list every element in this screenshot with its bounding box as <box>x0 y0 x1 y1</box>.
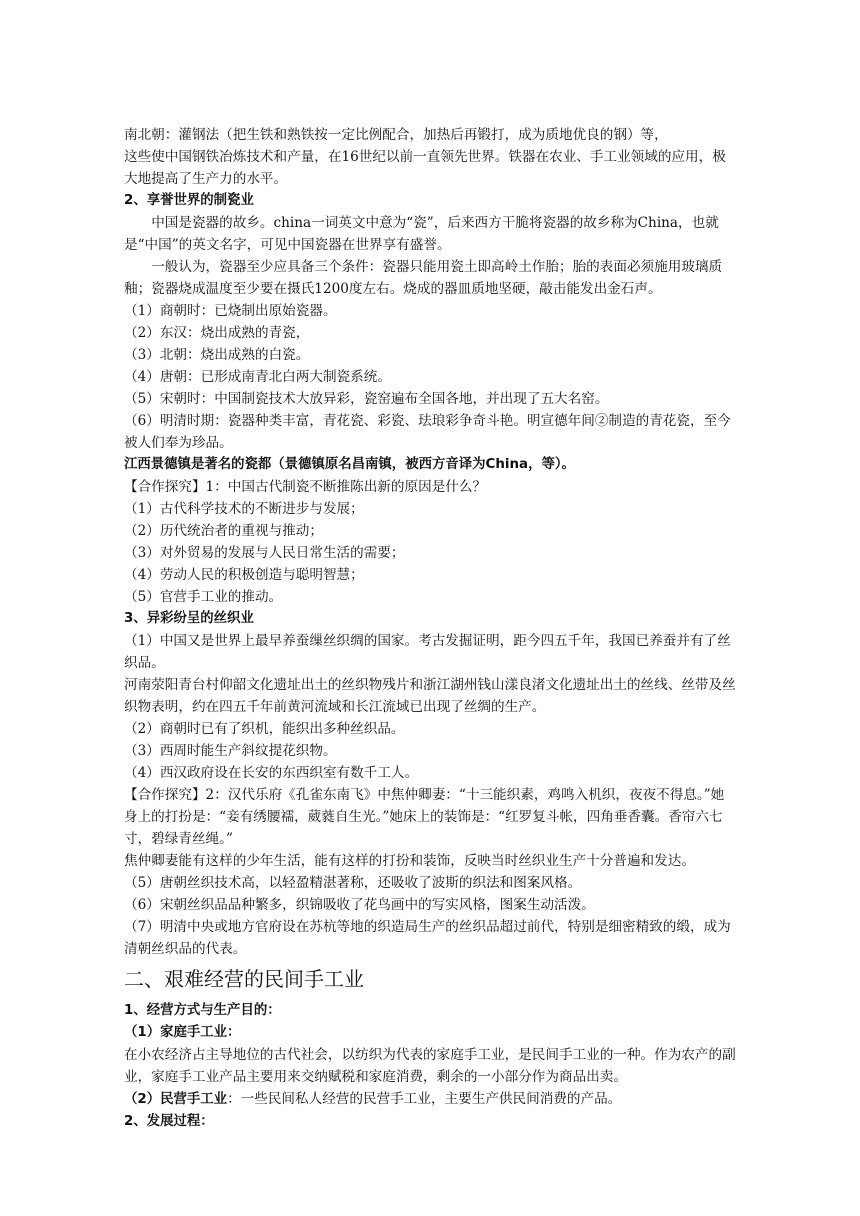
heading-silk: 3、异彩纷呈的丝织业 <box>124 611 254 626</box>
document-page <box>124 124 736 1133</box>
question-cooperative-2: 【合作探究】2：汉代乐府《孔雀东南飞》中焦仲卿妻：“十三能织素，鸡鸣入机织，夜夜不得息。”她身上的打扮是：“妾有绣腰襦，葳蕤自生光。”她床上的装饰是：“红罗复斗帐，四角垂香囊。香帘六七寸，碧绿青丝绳。” <box>124 787 725 847</box>
paragraph-answer-2: 焦仲卿妻能有这样的少年生活，能有这样的打扮和装饰，反映当时丝织业生产十分普遍和发达。 <box>124 853 695 869</box>
list-item: （2）历代统治者的重视与推动； <box>124 523 323 539</box>
list-item: （3）北朝：烧出成熟的白瓷。 <box>124 347 310 363</box>
list-item: （4）劳动人民的积极创造与聪明智慧； <box>124 567 364 583</box>
question-cooperative-1: 【合作探究】1：中国古代制瓷不断推陈出新的原因是什么？ <box>124 479 487 495</box>
heading-family-handicraft: （1）家庭手工业： <box>124 1025 241 1040</box>
private-handicraft-text: ：一些民间私人经营的民营手工业，主要生产供民间消费的产品。 <box>227 1091 622 1107</box>
list-item: （4）唐朝：已形成南青北白两大制瓷系统。 <box>124 369 391 385</box>
list-item: （1）商朝时：已烧制出原始瓷器。 <box>124 303 337 319</box>
list-item: （6）明清时期：瓷器种类丰富，青花瓷、彩瓷、珐琅彩争奇斗艳。明宣德年间②制造的青花瓷，至今被人们奉为珍品。 <box>124 413 731 451</box>
list-item: （1）古代科学技术的不断进步与发展； <box>124 501 364 517</box>
paragraph-steel-lead: 这些使中国钢铁冶炼技术和产量，在16世纪以前一直领先世界。铁器在农业、手工业领域的应用，极大地提高了生产力的水平。 <box>124 149 726 187</box>
list-item: （5）宋朝时：中国制瓷技术大放异彩，瓷窑遍布全国各地，并出现了五大名窑。 <box>124 391 609 407</box>
list-item: （5）唐朝丝织技术高，以轻盈精湛著称，还吸收了波斯的织法和图案风格。 <box>124 875 582 891</box>
list-item: （2）商朝时已有了织机，能织出多种丝织品。 <box>124 721 405 737</box>
paragraph-porcelain-conditions: 一般认为，瓷器至少应具备三个条件：瓷器只能用瓷土即高岭土作胎；胎的表面必须施用玻璃质釉；瓷器烧成温度至少要在摄氏1200度左右。烧成的器皿质地坚硬，敲击能发出金石声。 <box>124 259 723 297</box>
list-item: （5）官营手工业的推动。 <box>124 589 283 605</box>
section-heading-folk-handicraft: 二、艰难经营的民间手工业 <box>124 967 364 991</box>
paragraph-private-handicraft <box>124 1088 736 1111</box>
private-handicraft-label: （2）民营手工业 <box>124 1092 228 1107</box>
paragraph-steel-nanbei: 南北朝：灌钢法（把生铁和熟铁按一定比例配合，加热后再锻打，成为质地优良的钢）等， <box>124 127 668 143</box>
list-item: （2）东汉：烧出成熟的青瓷， <box>124 325 310 341</box>
paragraph-family-handicraft: 在小农经济占主导地位的古代社会，以纺织为代表的家庭手工业，是民间手工业的一种。作为农产的副业，家庭手工业产品主要用来交纳赋税和家庭消费，剩余的一小部分作为商品出卖。 <box>124 1047 736 1085</box>
heading-business-mode: 1、经营方式与生产目的： <box>124 1003 281 1018</box>
paragraph-silk-archaeology: 河南荥阳青台村仰韶文化遗址出土的丝织物残片和浙江湖州钱山漾良渚文化遗址出土的丝线、丝带及丝织物表明，约在四五千年前黄河流域和长江流域已出现了丝绸的生产。 <box>124 677 736 715</box>
list-item: （6）宋朝丝织品品种繁多，织锦吸收了花鸟画中的写实风格，图案生动活泼。 <box>124 897 595 913</box>
heading-porcelain: 2、享誉世界的制瓷业 <box>124 193 254 208</box>
heading-development-process: 2、发展过程： <box>124 1114 214 1129</box>
list-item: （4）西汉政府设在长安的东西织室有数千工人。 <box>124 765 419 781</box>
list-item: （1）中国又是世界上最早养蚕缫丝织绸的国家。考古发掘证明，距今四五千年，我国已养蚕并有了丝织品。 <box>124 633 731 671</box>
list-item: （7）明清中央或地方官府设在苏杭等地的织造局生产的丝织品超过前代，特别是细密精致的缎，成为清朝丝织品的代表。 <box>124 919 731 957</box>
paragraph-jingdezhen: 江西景德镇是著名的瓷都（景德镇原名昌南镇，被西方音译为China，等）。 <box>124 457 575 472</box>
paragraph-china-meaning: 中国是瓷器的故乡。china一词英文中意为“瓷”，后来西方干脆将瓷器的故乡称为China，也就是“中国”的英文名字，可见中国瓷器在世界享有盛誉。 <box>124 215 719 253</box>
list-item: （3）西周时能生产斜纹提花织物。 <box>124 743 337 759</box>
list-item: （3）对外贸易的发展与人民日常生活的需要； <box>124 545 405 561</box>
